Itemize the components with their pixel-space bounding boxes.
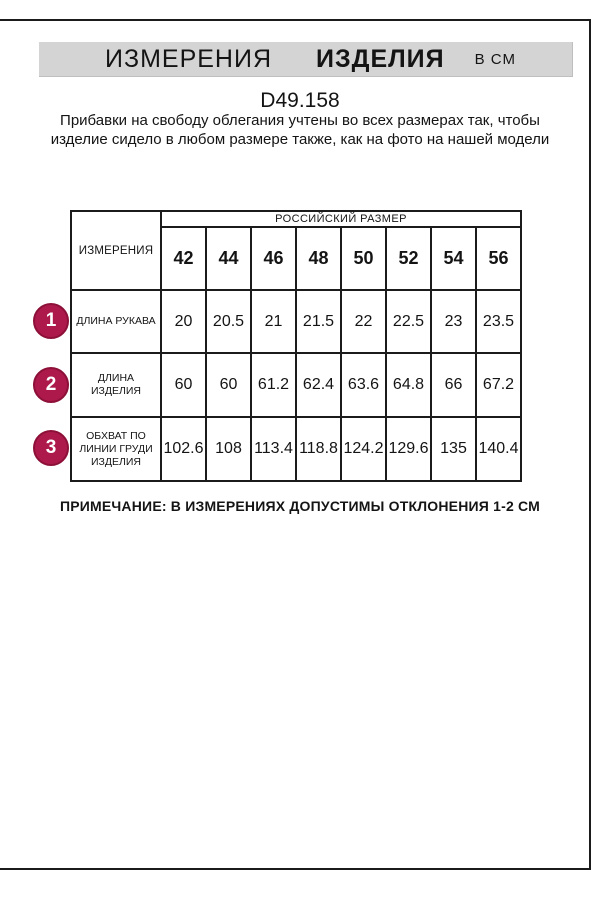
value-cell: 22 <box>341 290 386 353</box>
value-cell: 66 <box>431 353 476 417</box>
value-cell: 113.4 <box>251 417 296 481</box>
value-cell: 60 <box>161 353 206 417</box>
value-cell: 23 <box>431 290 476 353</box>
size-table <box>70 210 522 482</box>
value-cell: 20 <box>161 290 206 353</box>
value-cell: 64.8 <box>386 353 431 417</box>
size-cell: 56 <box>476 227 521 290</box>
title-word-measurements: ИЗМЕРЕНИЯ <box>105 44 273 73</box>
value-cell: 22.5 <box>386 290 431 353</box>
size-cell: 46 <box>251 227 296 290</box>
value-cell: 20.5 <box>206 290 251 353</box>
measurement-label: ОБХВАТ ПО ЛИНИИ ГРУДИ ИЗДЕЛИЯ <box>71 417 161 481</box>
value-cell: 21.5 <box>296 290 341 353</box>
table-row-sleeve-length <box>71 290 521 353</box>
measurement-label: ДЛИНА РУКАВА <box>71 290 161 353</box>
row-marker-1: 1 <box>33 303 69 339</box>
value-cell: 135 <box>431 417 476 481</box>
title-band <box>39 42 573 77</box>
value-cell: 23.5 <box>476 290 521 353</box>
value-cell: 67.2 <box>476 353 521 417</box>
note-text: ПРИМЕЧАНИЕ: В ИЗМЕРЕНИЯХ ДОПУСТИМЫ ОТКЛОНЕНИЯ 1-2 СМ <box>59 498 541 514</box>
table-row-chest-girth <box>71 417 521 481</box>
value-cell: 124.2 <box>341 417 386 481</box>
value-cell: 140.4 <box>476 417 521 481</box>
value-cell: 108 <box>206 417 251 481</box>
value-cell: 129.6 <box>386 417 431 481</box>
size-cell: 54 <box>431 227 476 290</box>
size-cell: 48 <box>296 227 341 290</box>
size-cell: 50 <box>341 227 386 290</box>
title-units-label: В СМ <box>474 50 516 68</box>
value-cell: 118.8 <box>296 417 341 481</box>
value-cell: 102.6 <box>161 417 206 481</box>
row-marker-3: 3 <box>33 430 69 466</box>
measure-column-header: ИЗМЕРЕНИЯ <box>71 211 161 290</box>
size-cell: 52 <box>386 227 431 290</box>
title-word-product: ИЗДЕЛИЯ <box>316 44 445 73</box>
fit-description: Прибавки на свободу облегания учтены во всех размерах так, чтобы изделие сидело в любом размере также, как на фото на нашей модели <box>50 112 550 148</box>
size-cell: 42 <box>161 227 206 290</box>
value-cell: 63.6 <box>341 353 386 417</box>
value-cell: 60 <box>206 353 251 417</box>
product-code: D49.158 <box>260 89 340 112</box>
row-marker-2: 2 <box>33 367 69 403</box>
table-row-item-length <box>71 353 521 417</box>
value-cell: 21 <box>251 290 296 353</box>
size-group-header-row <box>71 211 521 227</box>
size-cell: 44 <box>206 227 251 290</box>
value-cell: 62.4 <box>296 353 341 417</box>
value-cell: 61.2 <box>251 353 296 417</box>
russian-size-header: РОССИЙСКИЙ РАЗМЕР <box>161 211 521 227</box>
measurement-label: ДЛИНА ИЗДЕЛИЯ <box>71 353 161 417</box>
